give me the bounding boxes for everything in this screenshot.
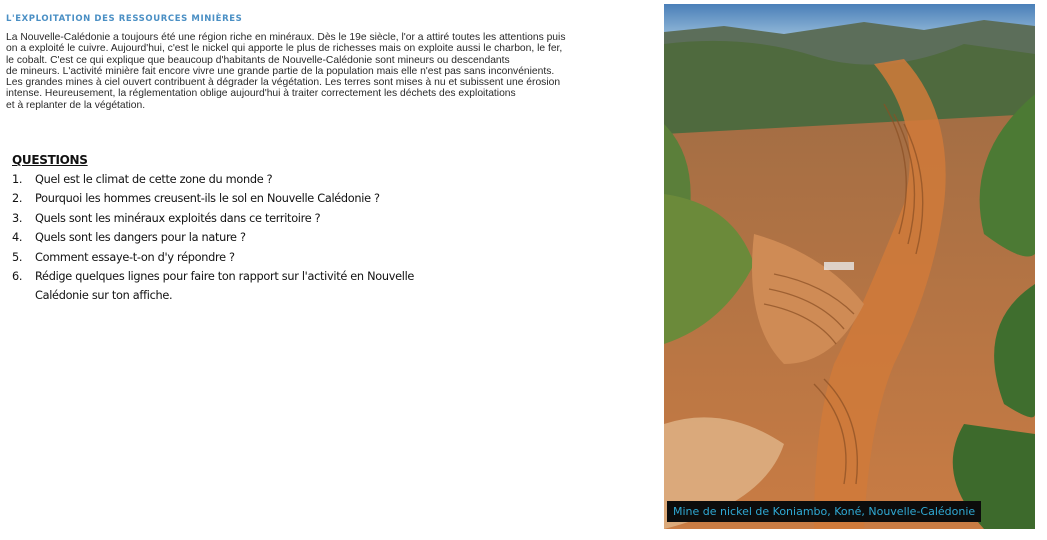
question-item (12, 209, 452, 228)
paragraph-line: et à replanter de la végétation. (6, 99, 146, 111)
intro-paragraph (6, 32, 658, 111)
question-number: 5. (12, 250, 23, 264)
question-text: Quels sont les dangers pour la nature ? (35, 231, 246, 245)
paragraph-line: intense. Heureusement, la réglementation oblige aujourd'hui à traiter correctement les déchets des exploitations (6, 88, 516, 100)
paragraph-line: de mineurs. L'activité minière fait encore vivre une grande partie de la population mais elle n'est pas sans inconvénients. (6, 65, 555, 77)
question-number: 4. (12, 231, 23, 245)
question-number: 1. (12, 173, 23, 186)
document-text (6, 14, 658, 111)
questions-list (12, 170, 452, 306)
paragraph-line: on a exploité le cuivre. Aujourd'hui, c'est le nickel qui apporte le plus de richesses mais on exploite aussi le charbon, le fer, (6, 43, 563, 55)
question-text: Quel est le climat de cette zone du monde ? (35, 173, 273, 186)
question-text: Comment essaye-t-on d'y répondre ? (35, 250, 235, 264)
paragraph-line: Les grandes mines à ciel ouvert contribuent à dégrader la végétation. Les terres sont mises à nu et subissent une érosion (6, 77, 561, 89)
question-item (12, 170, 452, 189)
questions-title: QUESTIONS (12, 153, 88, 167)
section-heading: L'EXPLOITATION DES RESSOURCES MINIÈRES (6, 14, 243, 24)
aerial-mine-image (664, 4, 1035, 529)
question-item (12, 189, 452, 208)
question-item (12, 267, 452, 306)
question-text: Quels sont les minéraux exploités dans ce territoire ? (35, 211, 321, 225)
paragraph-line: le cobalt. C'est ce qui explique que beaucoup d'habitants de Nouvelle-Calédonie sont mineurs ou descendants (6, 54, 510, 66)
question-text: Pourquoi les hommes creusent-ils le sol en Nouvelle Calédonie ? (35, 192, 380, 206)
question-number: 6. (12, 270, 23, 284)
photo-caption: Mine de nickel de Koniambo, Koné, Nouvelle-Calédonie (667, 501, 981, 522)
question-text: Rédige quelques lignes pour faire ton rapport sur l'activité en Nouvelle Calédonie sur ton affiche. (35, 270, 415, 303)
mine-photo (664, 4, 1035, 529)
question-item (12, 228, 452, 247)
question-number: 2. (12, 192, 23, 206)
question-number: 3. (12, 211, 23, 225)
paragraph-line: La Nouvelle-Calédonie a toujours été une région riche en minéraux. Dès le 19e siècle, l'or a attiré toutes les attentions puis (6, 32, 566, 43)
questions-section (12, 153, 452, 306)
question-item (12, 248, 452, 267)
